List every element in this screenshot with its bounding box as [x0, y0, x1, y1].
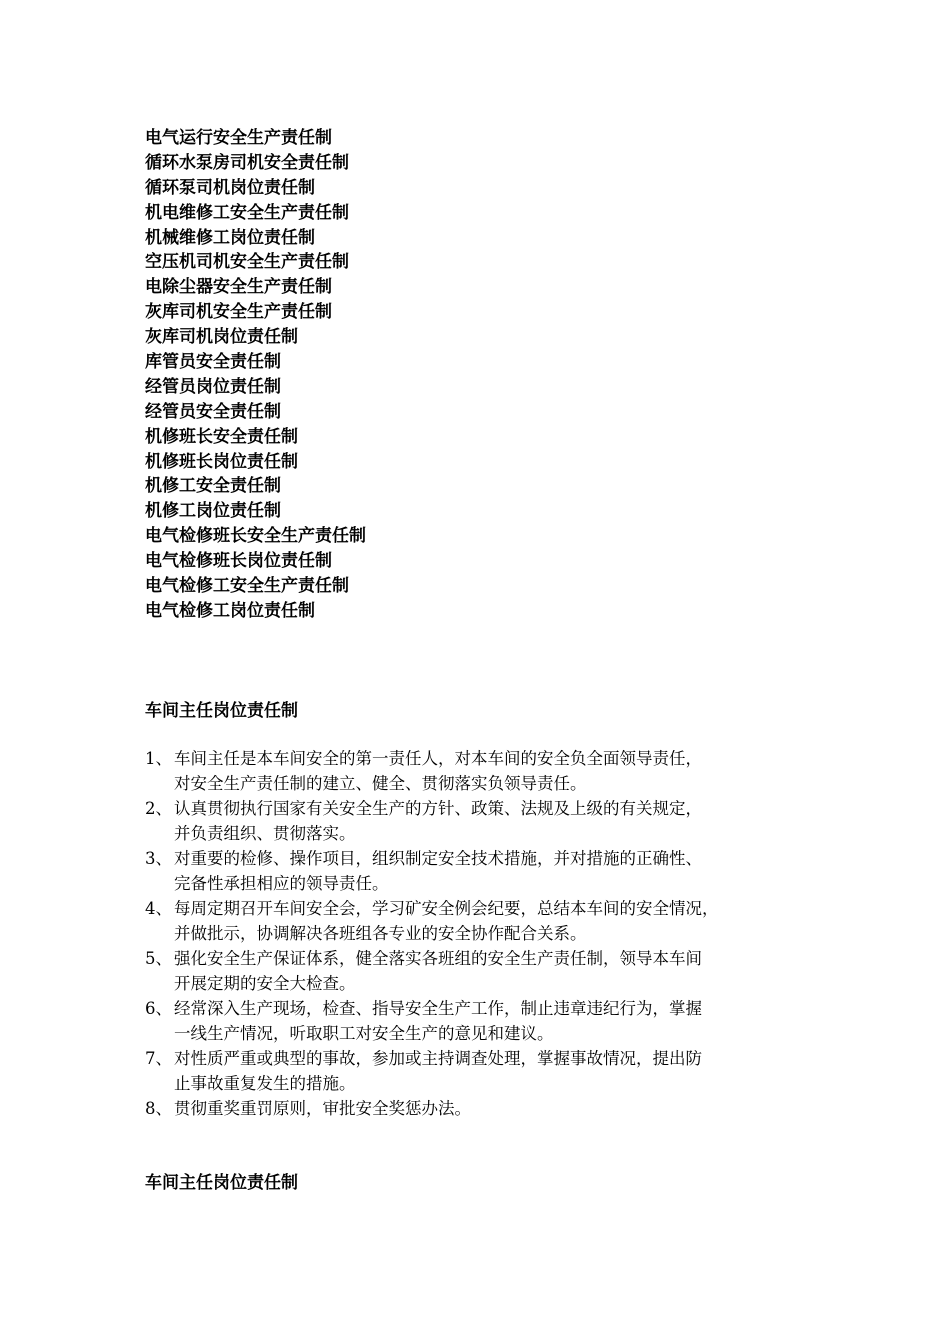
- item-number: 5、: [145, 949, 172, 968]
- duty-list: [145, 746, 835, 1121]
- list-item: 电气检修工安全生产责任制: [145, 576, 349, 597]
- duty-item: [145, 746, 835, 796]
- section-title: 车间主任岗位责任制: [145, 1173, 298, 1193]
- list-item: 电气检修工岗位责任制: [145, 600, 315, 621]
- item-text-line: 对重要的检修、操作项目，组织制定安全技术措施，并对措施的正确性、: [174, 849, 702, 868]
- item-number: 6、: [145, 999, 172, 1018]
- duty-item: [145, 1096, 835, 1121]
- item-number: 3、: [145, 849, 172, 868]
- duty-item: [145, 896, 835, 946]
- list-item: 电气运行安全生产责任制: [145, 128, 332, 148]
- list-item: 机电维修工安全生产责任制: [145, 202, 349, 223]
- list-item: 机械维修工岗位责任制: [145, 227, 315, 248]
- item-text-line: 对安全生产责任制的建立、健全、贯彻落实负领导责任。: [174, 774, 587, 793]
- item-text-line: 认真贯彻执行国家有关安全生产的方针、政策、法规及上级的有关规定，: [174, 799, 702, 818]
- list-item: 机修班长岗位责任制: [145, 451, 298, 472]
- item-number: 7、: [145, 1049, 172, 1068]
- duty-item: [145, 1046, 835, 1096]
- item-text-line: 强化安全生产保证体系，健全落实各班组的安全生产责任制，领导本车间: [174, 949, 702, 968]
- item-number: 2、: [145, 799, 172, 818]
- list-item: 电气检修班长岗位责任制: [145, 551, 332, 572]
- item-text-line: 对性质严重或典型的事故，参加或主持调查处理，掌握事故情况，提出防: [174, 1049, 702, 1068]
- item-text-line: 完备性承担相应的领导责任。: [174, 874, 389, 893]
- list-item: 灰库司机岗位责任制: [145, 327, 298, 348]
- list-item: 循环水泵房司机安全责任制: [145, 152, 349, 173]
- list-item: 空压机司机安全生产责任制: [145, 252, 349, 273]
- duty-item: [145, 946, 835, 996]
- list-item: 灰库司机安全生产责任制: [145, 302, 332, 323]
- list-item: 经管员安全责任制: [145, 401, 281, 422]
- responsibility-list: [145, 126, 366, 624]
- duty-item: [145, 796, 835, 846]
- duty-item: [145, 996, 835, 1046]
- list-item: 电除尘器安全生产责任制: [145, 277, 332, 298]
- item-text-line: 开展定期的安全大检查。: [174, 974, 356, 993]
- item-text-line: 经常深入生产现场，检查、指导安全生产工作，制止违章违纪行为，掌握: [174, 999, 702, 1018]
- list-item: 电气检修班长安全生产责任制: [145, 526, 366, 547]
- item-number: 1、: [145, 749, 172, 768]
- item-text-line: 并负责组织、贯彻落实。: [174, 824, 356, 843]
- item-text-line: 车间主任是本车间安全的第一责任人，对本车间的安全负全面领导责任，: [174, 749, 702, 768]
- item-number: 8、: [145, 1099, 172, 1118]
- item-text-line: 每周定期召开车间安全会，学习矿安全例会纪要，总结本车间的安全情况，: [174, 899, 719, 918]
- duty-item: [145, 846, 835, 896]
- list-item: 机修工岗位责任制: [145, 501, 281, 522]
- section-title: 车间主任岗位责任制: [145, 701, 298, 721]
- item-number: 4、: [145, 899, 172, 918]
- list-item: 循环泵司机岗位责任制: [145, 177, 315, 198]
- item-text-line: 一线生产情况，听取职工对安全生产的意见和建议。: [174, 1024, 554, 1043]
- item-text-line: 贯彻重奖重罚原则，审批安全奖惩办法。: [174, 1099, 471, 1118]
- list-item: 库管员安全责任制: [145, 352, 281, 373]
- list-item: 机修工安全责任制: [145, 476, 281, 497]
- item-text-line: 并做批示，协调解决各班组各专业的安全协作配合关系。: [174, 924, 587, 943]
- list-item: 经管员岗位责任制: [145, 376, 281, 397]
- item-text-line: 止事故重复发生的措施。: [174, 1074, 356, 1093]
- list-item: 机修班长安全责任制: [145, 426, 298, 447]
